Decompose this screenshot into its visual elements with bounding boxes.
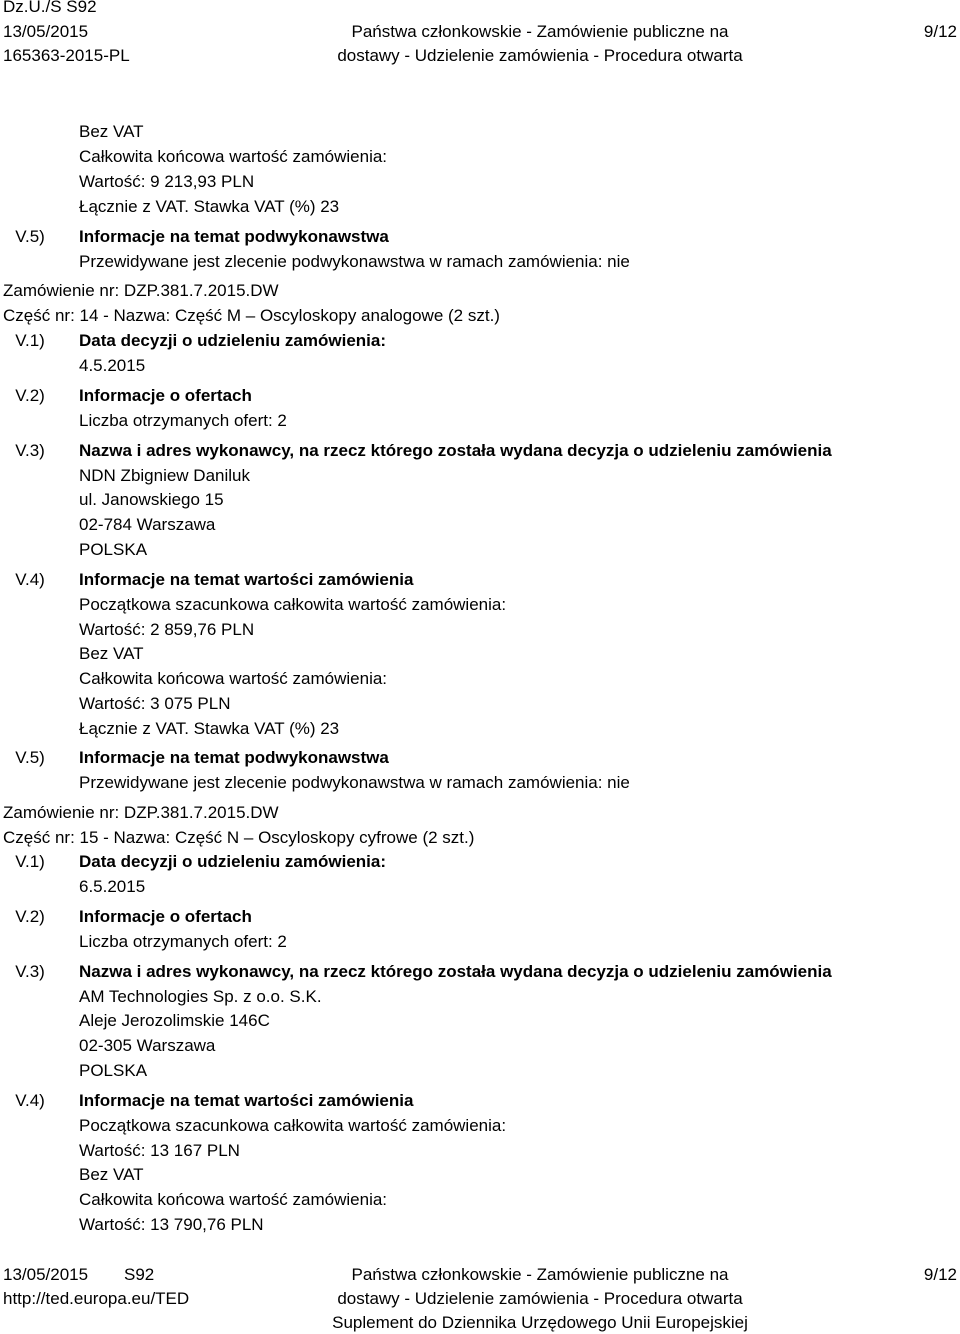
value-heading: Informacje na temat wartości zamówienia: [79, 1091, 414, 1110]
header-page-number: 9/12: [923, 22, 957, 41]
initial-value: Wartość: 2 859,76 PLN: [79, 620, 255, 639]
section-number: V.4): [15, 570, 45, 589]
final-value: Wartość: 3 075 PLN: [79, 694, 231, 713]
lot-title: Część nr: 14 - Nazwa: Część M – Oscyloskopy analogowe (2 szt.): [3, 306, 500, 325]
initial-value-label: Początkowa szacunkowa całkowita wartość zamówienia:: [79, 595, 507, 614]
award-date: 4.5.2015: [79, 356, 146, 375]
section-number: V.2): [15, 907, 45, 926]
final-value-label: Całkowita końcowa wartość zamówienia:: [79, 147, 388, 166]
footer-title-line2: dostawy - Udzielenie zamówienia - Procedura otwarta: [337, 1289, 743, 1308]
footer-date: 13/05/2015: [3, 1265, 89, 1284]
contractor-street: Aleje Jerozolimskie 146C: [79, 1011, 270, 1030]
initial-vat: Bez VAT: [79, 1165, 144, 1184]
section-number: V.3): [15, 962, 45, 981]
subcontracting-heading: Informacje na temat podwykonawstwa: [79, 748, 389, 767]
journal-ref: Dz.U./S S92: [3, 0, 97, 16]
final-value: Wartość: 9 213,93 PLN: [79, 172, 255, 191]
footer-title-line1: Państwa członkowskie - Zamówienie publiczne na: [351, 1265, 729, 1284]
section-number: V.1): [15, 331, 45, 350]
award-date-heading: Data decyzji o udzieleniu zamówienia:: [79, 331, 387, 350]
header-title-line2: dostawy - Udzielenie zamówienia - Procedura otwarta: [337, 46, 743, 65]
footer-url[interactable]: http://ted.europa.eu/TED: [3, 1289, 190, 1308]
order-number: Zamówienie nr: DZP.381.7.2015.DW: [3, 281, 279, 300]
lot-title: Część nr: 15 - Nazwa: Część N – Oscyloskopy cyfrowe (2 szt.): [3, 828, 475, 847]
notice-id: 165363-2015-PL: [3, 46, 130, 65]
contractor-name: NDN Zbigniew Daniluk: [79, 466, 251, 485]
initial-vat: Bez VAT: [79, 644, 144, 663]
value-heading: Informacje na temat wartości zamówienia: [79, 570, 414, 589]
contractor-heading: Nazwa i adres wykonawcy, na rzecz którego została wydana decyzja o udzieleniu zamówienia: [79, 962, 832, 981]
subcontracting-text: Przewidywane jest zlecenie podwykonawstwa w ramach zamówienia: nie: [79, 773, 630, 792]
offers-heading: Informacje o ofertach: [79, 907, 252, 926]
header-title-line1: Państwa członkowskie - Zamówienie publiczne na: [351, 22, 729, 41]
header-date: 13/05/2015: [3, 22, 89, 41]
contractor-street: ul. Janowskiego 15: [79, 490, 224, 509]
contractor-country: POLSKA: [79, 1061, 148, 1080]
section-number: V.4): [15, 1091, 45, 1110]
footer-title-line3: Suplement do Dziennika Urzędowego Unii Europejskiej: [332, 1313, 748, 1332]
subcontracting-text: Przewidywane jest zlecenie podwykonawstwa w ramach zamówienia: nie: [79, 252, 630, 271]
final-vat: Łącznie z VAT. Stawka VAT (%) 23: [79, 719, 340, 738]
award-date-heading: Data decyzji o udzieleniu zamówienia:: [79, 852, 387, 871]
section-number: V.2): [15, 386, 45, 405]
final-value-label: Całkowita końcowa wartość zamówienia:: [79, 1190, 388, 1209]
offers-count: Liczba otrzymanych ofert: 2: [79, 932, 287, 951]
award-date: 6.5.2015: [79, 877, 146, 896]
vat-exempt: Bez VAT: [79, 122, 144, 141]
final-value-label: Całkowita końcowa wartość zamówienia:: [79, 669, 388, 688]
footer-issue: S92: [124, 1265, 155, 1284]
contractor-city: 02-784 Warszawa: [79, 515, 216, 534]
vat-rate: Łącznie z VAT. Stawka VAT (%) 23: [79, 197, 340, 216]
section-number: V.5): [15, 748, 45, 767]
contractor-country: POLSKA: [79, 540, 148, 559]
section-number: V.1): [15, 852, 45, 871]
subcontracting-heading: Informacje na temat podwykonawstwa: [79, 227, 389, 246]
initial-value-label: Początkowa szacunkowa całkowita wartość zamówienia:: [79, 1116, 507, 1135]
contractor-city: 02-305 Warszawa: [79, 1036, 216, 1055]
footer-page-number: 9/12: [923, 1265, 957, 1284]
contractor-heading: Nazwa i adres wykonawcy, na rzecz którego została wydana decyzja o udzieleniu zamówienia: [79, 441, 832, 460]
section-number: V.5): [15, 227, 45, 246]
section-number: V.3): [15, 441, 45, 460]
offers-count: Liczba otrzymanych ofert: 2: [79, 411, 287, 430]
order-number: Zamówienie nr: DZP.381.7.2015.DW: [3, 803, 279, 822]
contractor-name: AM Technologies Sp. z o.o. S.K.: [79, 987, 322, 1006]
initial-value: Wartość: 13 167 PLN: [79, 1141, 240, 1160]
offers-heading: Informacje o ofertach: [79, 386, 252, 405]
final-value: Wartość: 13 790,76 PLN: [79, 1215, 264, 1234]
